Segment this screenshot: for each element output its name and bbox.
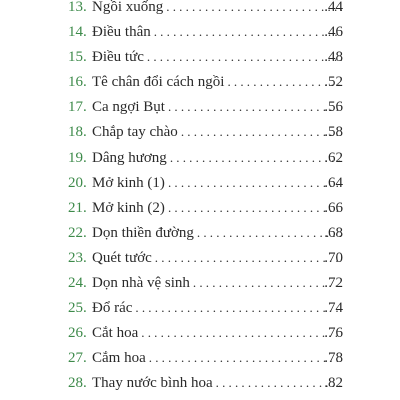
toc-dot-leader [197,224,342,242]
toc-entry[interactable] [0,370,400,395]
toc-dot-leader [168,98,342,116]
toc-entry-title: Điều thân [92,23,154,41]
toc-entry-page: .46 [324,24,343,41]
toc-entry-page: .56 [324,99,343,116]
toc-entry[interactable] [0,195,400,220]
toc-entry-page: .62 [324,149,343,166]
toc-entry-title: Dọn nhà vệ sinh [92,274,193,292]
toc-entry-leader-line [92,224,342,242]
toc-entry[interactable] [0,19,400,44]
toc-entry-title: Tê chân đổi cách ngồi [92,73,227,91]
toc-entry-leader-line [92,274,342,292]
toc-dot-leader [155,249,342,267]
toc-entry-leader-line [92,149,342,167]
toc-entry-number: 25. [68,300,87,317]
toc-entry-page: .72 [324,275,343,292]
toc-entry-leader-line [92,123,342,141]
toc-dot-leader [168,199,342,217]
toc-entry-leader-line [92,299,342,317]
toc-entry-page: .44 [324,0,343,15]
toc-entry[interactable] [0,94,400,119]
toc-entry-title: Đổ rác [92,299,135,317]
toc-entry-title: Ca ngợi Bụt [92,98,168,116]
toc-entry-leader-line [92,0,342,16]
toc-dot-leader [154,23,342,41]
toc-dot-leader [147,48,342,66]
toc-dot-leader [149,349,342,367]
toc-entry[interactable] [0,145,400,170]
toc-entry-title: Chắp tay chào [92,123,181,141]
toc-dot-leader [141,324,342,342]
toc-dot-leader [193,274,342,292]
toc-entry-number: 14. [68,24,87,41]
toc-entry[interactable] [0,69,400,94]
toc-entry-title: Dâng hương [92,149,170,167]
toc-entry[interactable] [0,119,400,144]
toc-entry-page: .82 [324,375,343,392]
toc-entry-page: .64 [324,174,343,191]
toc-entry-leader-line [92,174,342,192]
toc-entry-leader-line [92,98,342,116]
toc-entry-leader-line [92,249,342,267]
toc-entry-leader-line [92,374,342,392]
toc-dot-leader [166,0,342,16]
toc-entry-number: 16. [68,74,87,91]
toc-entry-title: Ngồi xuống [92,0,166,16]
toc-entry-leader-line [92,349,342,367]
toc-entry-page: .74 [324,300,343,317]
toc-entry-title: Cắm hoa [92,349,149,367]
toc-entry-page: .52 [324,74,343,91]
toc-entry-number: 24. [68,275,87,292]
toc-entry-number: 27. [68,350,87,367]
toc-entry-page: .78 [324,350,343,367]
toc-entry[interactable] [0,295,400,320]
toc-entry-number: 21. [68,199,87,216]
toc-entry-number: 15. [68,49,87,66]
toc-entry[interactable] [0,170,400,195]
toc-entry-title: Cắt hoa [92,324,141,342]
toc-entry-page: .58 [324,124,343,141]
toc-dot-leader [181,123,342,141]
toc-entry[interactable] [0,220,400,245]
toc-entry-page: .48 [324,49,343,66]
toc-entry-number: 20. [68,174,87,191]
toc-entry-number: 28. [68,375,87,392]
toc-entry-page: .76 [324,325,343,342]
toc-entry-leader-line [92,23,342,41]
toc-entry-leader-line [92,199,342,217]
toc-entry[interactable] [0,0,400,19]
toc-entry[interactable] [0,320,400,345]
toc-entry[interactable] [0,345,400,370]
toc-entry-leader-line [92,324,342,342]
toc-dot-leader [170,149,342,167]
toc-dot-leader [168,174,342,192]
toc-entry-number: 13. [68,0,87,15]
toc-entry-title: Quét tước [92,249,155,267]
toc-entry-number: 17. [68,99,87,116]
toc-entry-number: 23. [68,249,87,266]
toc-entry-number: 19. [68,149,87,166]
toc-entry[interactable] [0,44,400,69]
toc-entry-page: .70 [324,249,343,266]
toc-entry-number: 26. [68,325,87,342]
toc-entry-number: 22. [68,224,87,241]
toc-entry-number: 18. [68,124,87,141]
toc-entry[interactable] [0,245,400,270]
toc-dot-leader [135,299,342,317]
toc-entry[interactable] [0,270,400,295]
toc-entry-leader-line [92,48,342,66]
toc-entry-title: Thay nước bình hoa [92,374,216,392]
toc-entry-title: Dọn thiền đường [92,224,197,242]
toc-entry-title: Mở kinh (2) [92,199,168,217]
toc-entry-page: .66 [324,199,343,216]
toc-entry-leader-line [92,73,342,91]
toc-entry-title: Mở kinh (1) [92,174,168,192]
toc-entry-title: Điều tức [92,48,147,66]
toc-entry-page: .68 [324,224,343,241]
